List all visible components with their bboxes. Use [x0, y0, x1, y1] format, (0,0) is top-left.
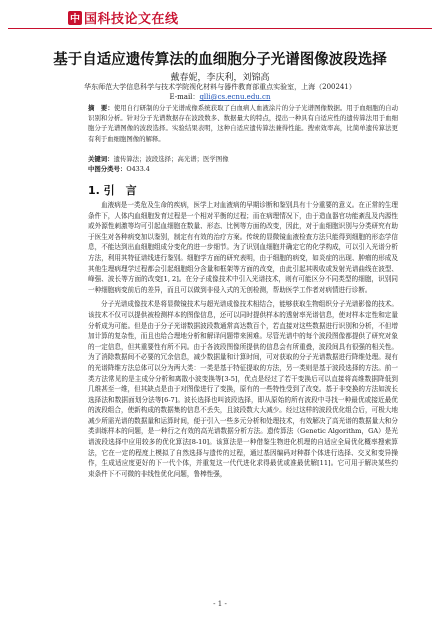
logo-mark-icon: 中: [68, 11, 82, 25]
logo-text: 国科技论文在线: [84, 12, 179, 27]
body-text: [88, 200, 398, 483]
page-number: - 1 -: [213, 600, 227, 608]
body-paragraph-1: 血液病是一类危及生命的疾病，医学上对血液病的早期诊断和鉴别具有十分重要的意义。在正常的生理条件下，人体内血细胞发育过程是一个相对平衡的过程；而在病理情况下，由于造血器官功能紊乱及内源性或外源性刺激等均可引起血细胞在数量、形态、比例等方面的改变，因此，对于血细胞识别与分类研究有助于医生对各种病变加以鉴别，制定有有效的治疗方案。传统的显微镜血液检查方法只能得到细胞的形态学信息，不能达到出血细胞组成分变化的进一步细节。为了识别血细胞并确定它的化学构成，可以引入光谱分析方法，利用其特征谱线进行鉴别。细胞学方面的研究表明，由于细胞的病变，如炎症的出现、肿瘤的形成及其他生理病理学过程都会引起细胞组分含量和框架等方面的改变，由此引起其吸收或发射光谱曲线在波型、峰强、波长等方面的改变[1, 2]。在分子成像技术中引入光谱技术，则有可能区分不同类型的细胞，识别同一种细胞病变前后的差异，而且可以做到非侵入式的无创检测，帮助医学工作者对病情进行诊断。: [88, 201, 398, 294]
keywords-text: 遗传算法；波段选择；高光谱；医学图像: [113, 155, 229, 163]
site-logo[interactable]: [68, 8, 179, 27]
section-heading-introduction: 1. 引 言: [88, 184, 137, 197]
header-divider: [8, 28, 432, 29]
site-header: [8, 4, 432, 30]
paper-title: 基于自适应遗传算法的血细胞分子光谱图像波段选择: [53, 52, 387, 68]
email-link[interactable]: qlli@cs.ecnu.edu.cn: [199, 93, 271, 101]
clc-text: O433.4: [126, 165, 150, 173]
abstract: [88, 103, 398, 144]
paper-affiliation: 华东师范大学信息科学与技术学院视化材料与器件教育部重点实验室，上海（200241）: [84, 83, 356, 91]
abstract-text: 使用自行研制的分子光谱成像系统获取了白血病人血液涂片的分子光谱图像数据。用于血细胞的自动识别和分析。针对分子光谱数据存在波段数多、数据量大的特点，提出一种具有自适应性的遗传算法用于血细胞分子光谱图像的波段选择。实验结果表明，这种自适应遗传算法兼得性能。搜索效率高，比简单遗传算法更有利于血细胞图像的解释。: [88, 104, 399, 143]
keywords: [88, 154, 398, 163]
paper-authors: 戴春妮，李庆利，刘锦高: [170, 73, 270, 83]
abstract-label: 摘 要：: [88, 104, 114, 112]
body-paragraph-2: 分子光谱成像技术是将显微镜技术与超光谱成像技术相结合，能够获取生物组织分子光谱影像的技术。该技术不仅可以提供被检测样本的图像信息，还可以同时提供样本的透射率光谱信息，使对样本定性和定量分析成为可能。但是由于分子光谱数据波段数通常高达数百个，若直接对这些数据进行识别和分析，不但增加计算的复杂性，而且也给合理地分析和解译问题带来困难。尽管光谱中的每个波段图像都提供了研究对象的一定信息，但其重要性有所不同。由于各波段图像所提供的信息会有所重叠，波段间具有很强的相关性。为了消除数据间不必要的冗余信息，减少数据量和计算时间，可对获取的分子光谱数据进行降维处理。现有的光谱降维方法总体可以分为两大类：一类是基于特征提取的方法，另一类则是基于波段选择的方法。前一类方法常见的是主成分分析和离散小波变换等[3-5]，优点是经过了若干变换后可以直接将高维数据降低到几维甚至一维，但其缺点是由于对图像进行了变换，原有的一些特性受到了改变。基于非变换的方法如波长选择法和数据面划分法等[6-7]。波长选择也叫波段选择，即从原始的所有波段中寻找一种最优或接近最优的波段组合，使新构成的数据集的信息不丢失，且波段数大大减少。经过这样的波段优化组合后，可极大地减少所需光谱的数据量和运算时间，便于引入一些多元分析和处理技术，有效解决了高光谱的数据量大和分类训练样本的问题，是一种行之有效的高光谱数据分析方法。遗传算法（Genetic Algorithm，GA）是光谱波段选择中应用较多的优化算法[8-10]。该算法是一种借鉴生物进化机理的自适应全局优化概率搜索算法，它在一定的程度上模拟了自然选择与遗传的过程，通过基因编码对种群个体进行选择、交叉和变异操作，生成适应度更好的下一代个体，并重复这一代代进化求得最优或准最优解[11]。它可用于解决某些约束条件下不可微的非线性优化问题，鲁棒性强，: [88, 300, 398, 478]
keywords-label: 关键词：: [88, 155, 114, 163]
paper-email-line: [20, 92, 420, 102]
email-label: E-mail：: [169, 93, 200, 101]
clc-label: 中图分类号：: [88, 165, 127, 173]
classification-number: [88, 164, 398, 173]
